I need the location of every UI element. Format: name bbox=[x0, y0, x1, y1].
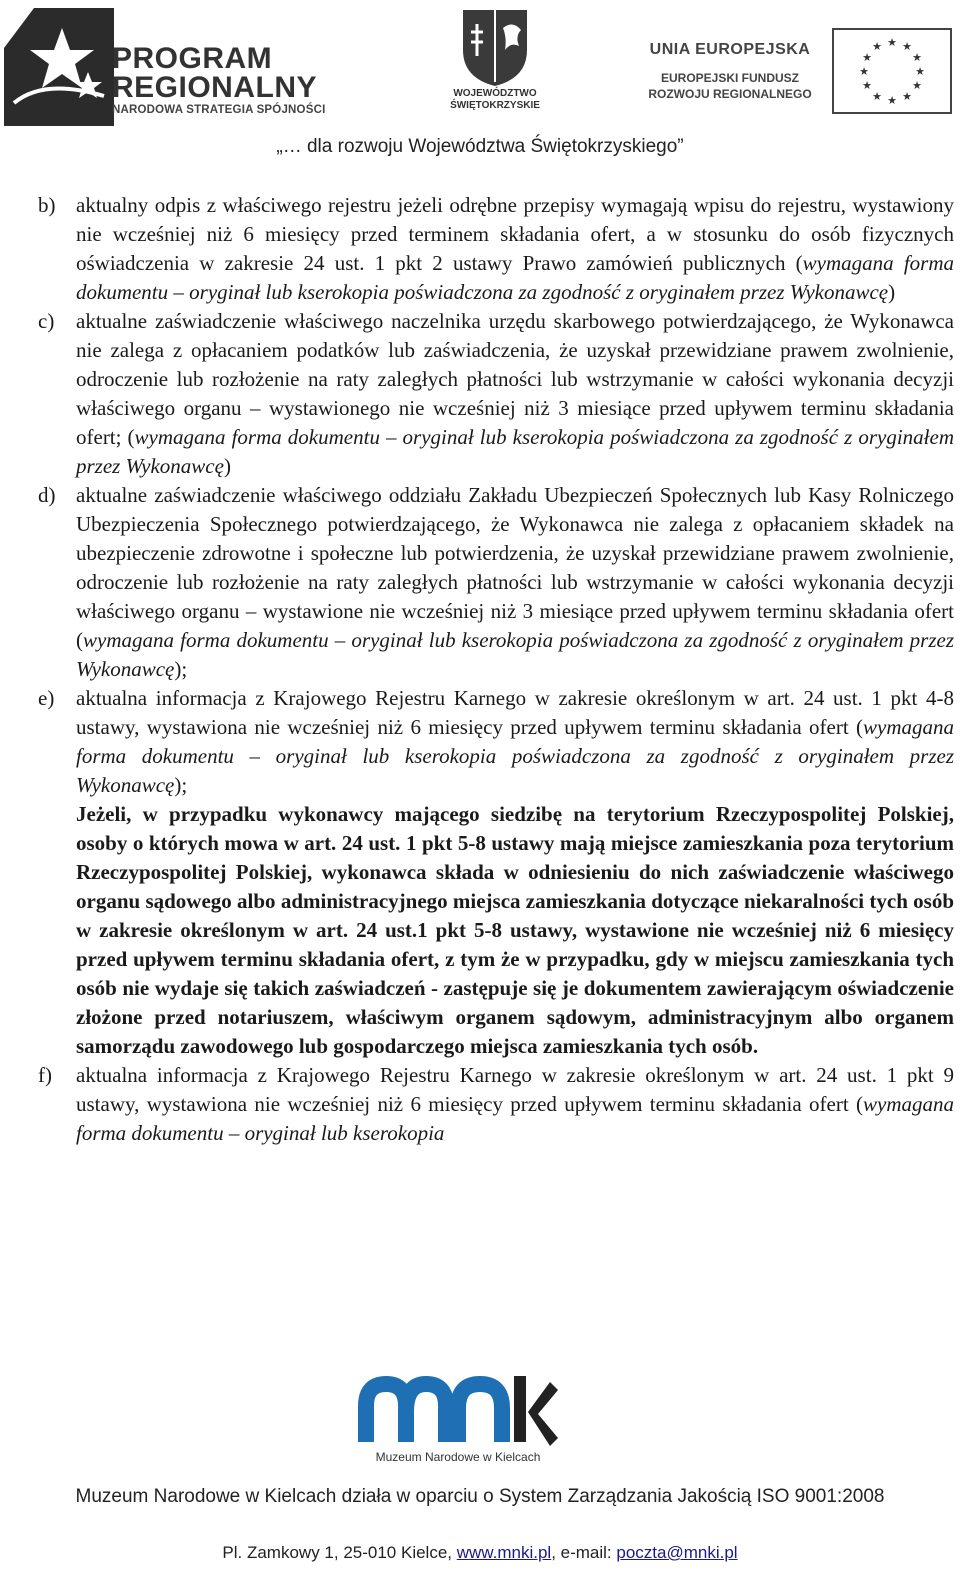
svg-text:★: ★ bbox=[902, 90, 912, 103]
eu-logo bbox=[636, 26, 956, 122]
region-line1: WOJEWÓDZTWO bbox=[453, 88, 537, 99]
website-link[interactable]: www.mnki.pl bbox=[456, 1543, 552, 1562]
region-line2: ŚWIĘTOKRZYSKIE bbox=[450, 100, 540, 111]
bold-paragraph: Jeżeli, w przypadku wykonawcy mającego siedzibę na terytorium Rzeczypospolitej Polskiej, osoby o których mowa w art. 24 ust. 1 pkt 5-8 ustawy mają miejsce zamieszkania poza terytorium Rzeczypospolitej Polskiej, wykonawca składa w odniesieniu do nich zaświadczenie właściwego organu sądowego albo administracyjnego miejsca zamieszkania dotyczące niekaralności tych osób w zakresie określonym w art. 24 ust.1 pkt 5-8 ustawy, wystawione nie wcześniej niż 6 miesięcy przed upływem terminu składania ofert, z tym że w przypadku, gdy w miejscu zamieszkania tych osób nie wydaje się takich zaświadczeń - zastępuje się je dokumentem zawierającym oświadczenie złożone przed notariuszem, właściwym organem sądowym, administracyjnym albo organem samorządu zawodowego lub gospodarczego miejsca zamieszkania tych osób. bbox=[76, 802, 954, 1058]
item-label: f) bbox=[38, 1063, 52, 1087]
program-line1: PROGRAM bbox=[112, 42, 273, 75]
svg-text:★: ★ bbox=[862, 51, 872, 64]
list-item bbox=[38, 481, 954, 684]
list-item bbox=[38, 191, 954, 307]
list-item bbox=[38, 1061, 954, 1148]
program-star-icon bbox=[4, 8, 114, 126]
list-item bbox=[38, 307, 954, 481]
svg-text:★: ★ bbox=[859, 65, 869, 78]
item-text: aktualny odpis z właściwego rejestru jeżeli odrębne przepisy wymagają wpisu do rejestru, wystawiony nie wcześniej niż 6 miesięcy przed terminem składania ofert, a w stosunku do osób fizycznych oświadczenia w zakresie 24 ust. 1 pkt 2 ustawy Prawo zamówień publicznych (wymagana forma dokumentu – oryginał lub kserokopia poświadczona za zgodność z oryginałem przez Wykonawcę) bbox=[76, 193, 954, 304]
item-label: b) bbox=[38, 193, 56, 217]
svg-text:★: ★ bbox=[887, 94, 897, 107]
item-label: d) bbox=[38, 483, 56, 507]
document-body bbox=[38, 191, 954, 1148]
list-item bbox=[38, 684, 954, 800]
eu-line1: UNIA EUROPEJSKA bbox=[649, 41, 811, 58]
email-link[interactable]: poczta@mnki.pl bbox=[616, 1543, 738, 1562]
item-label: c) bbox=[38, 309, 55, 333]
svg-text:★: ★ bbox=[912, 51, 922, 64]
item-text: aktualna informacja z Krajowego Rejestru Karnego w zakresie określonym w art. 24 ust. 1 pkt 9 ustawy, wystawiona nie wcześniej niż 6 miesięcy przed upływem terminu składania ofert (wymagana forma dokumentu – oryginał lub kserokopia bbox=[76, 1063, 954, 1145]
svg-text:★: ★ bbox=[902, 40, 912, 53]
eu-flag-icon bbox=[832, 28, 952, 114]
crest-icon bbox=[459, 6, 531, 88]
wojewodztwo-logo bbox=[440, 6, 550, 124]
address-text: Pl. Zamkowy 1, 25-010 Kielce, bbox=[222, 1543, 457, 1562]
item-text: aktualna informacja z Krajowego Rejestru Karnego w zakresie określonym w art. 24 ust. 1 pkt 4-8 ustawy, wystawiona nie wcześniej niż 6 miesięcy przed upływem terminu składania ofert (wymagana forma dokumentu – oryginał lub kserokopia poświadczona za zgodność z oryginałem przez Wykonawcę); bbox=[76, 686, 954, 797]
museum-logo bbox=[358, 1372, 598, 1484]
eu-line2: EUROPEJSKI FUNDUSZ bbox=[660, 71, 800, 85]
item-text: aktualne zaświadczenie właściwego naczelnika urzędu skarbowego potwierdzającego, że Wykonawca nie zalega z opłacaniem podatków lub zaświadczenia, że uzyskał przewidziane prawem zwolnienie, odroczenie lub rozłożenie na raty zaległych płatności lub wstrzymanie w całości wykonania decyzji właściwego organu – wystawionego nie wcześniej niż 3 miesiące przed upływem terminu składania ofert; (wymagana forma dokumentu – oryginał lub kserokopia poświadczona za zgodność z oryginałem przez Wykonawcę) bbox=[76, 309, 954, 478]
item-label: e) bbox=[38, 686, 55, 710]
tagline: „… dla rozwoju Województwa Świętokrzyskiego” bbox=[276, 136, 684, 157]
mnk-logo-icon bbox=[358, 1372, 558, 1452]
item-text: aktualne zaświadczenie właściwego oddziału Zakładu Ubezpieczeń Społecznych lub Kasy Rolniczego Ubezpieczenia Społecznego potwierdzającego, że Wykonawca nie zalega z opłacaniem składek na ubezpieczenie zdrowotne i społeczne lub potwierdzenia, że uzyskał przewidziane prawem zwolnienie, odroczenie lub rozłożenie na raty zaległych płatności lub wstrzymanie w całości wykonania decyzji właściwego organu – wystawione nie wcześniej niż 3 miesiące przed upływem terminu składania ofert (wymagana forma dokumentu – oryginał lub kserokopia poświadczona za zgodność z oryginałem przez Wykonawcę); bbox=[76, 483, 954, 681]
svg-text:★: ★ bbox=[887, 36, 897, 49]
footer-address-line bbox=[0, 1543, 960, 1563]
svg-text:★: ★ bbox=[912, 79, 922, 92]
footer-iso-line: Muzeum Narodowe w Kielcach działa w oparciu o System Zarządzania Jakością ISO 9001:2008 bbox=[75, 1486, 885, 1507]
museum-caption: Muzeum Narodowe w Kielcach bbox=[375, 1450, 541, 1464]
program-line2: REGIONALNY bbox=[112, 71, 318, 104]
program-regionalny-logo bbox=[4, 8, 374, 126]
svg-text:★: ★ bbox=[915, 65, 925, 78]
program-line3: NARODOWA STRATEGIA SPÓJNOŚCI bbox=[112, 104, 326, 116]
eu-line3: ROZWOJU REGIONALNEGO bbox=[648, 87, 812, 101]
svg-text:★: ★ bbox=[872, 90, 882, 103]
email-prefix: , e-mail: bbox=[551, 1543, 617, 1562]
svg-text:★: ★ bbox=[872, 40, 882, 53]
document-header bbox=[0, 0, 960, 157]
svg-text:★: ★ bbox=[862, 79, 872, 92]
